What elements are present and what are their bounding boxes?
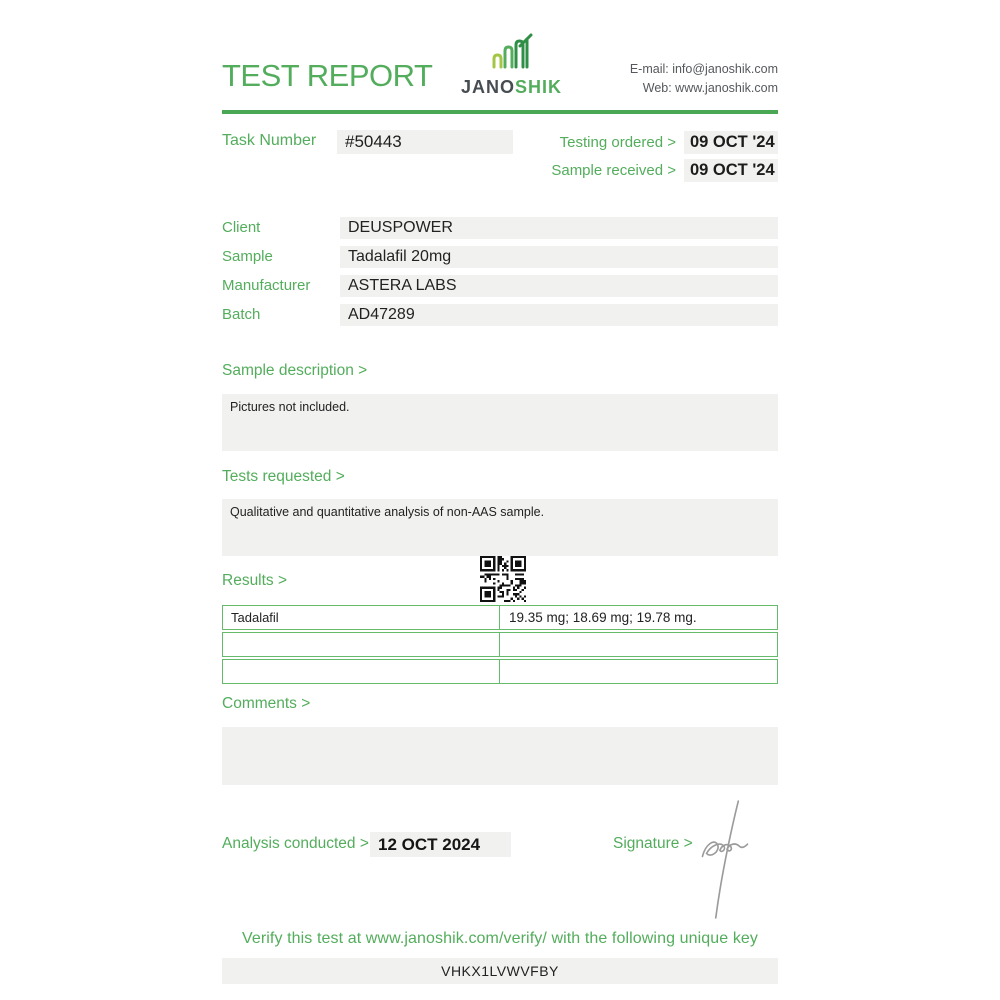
contact-web: Web: www.janoshik.com xyxy=(642,81,778,96)
logo-word-dark: JANO xyxy=(460,77,515,97)
testing-ordered-label: Testing ordered > xyxy=(559,134,676,151)
manufacturer-value: ASTERA LABS xyxy=(340,275,778,297)
client-label: Client xyxy=(222,219,261,236)
sample-label: Sample xyxy=(222,248,273,265)
tests-requested-label: Tests requested > xyxy=(222,468,345,485)
client-value: DEUSPOWER xyxy=(340,217,778,239)
test-report-page xyxy=(222,0,778,1000)
sample-received-value: 09 OCT '24 xyxy=(684,159,778,182)
result-substance xyxy=(223,633,500,656)
testing-ordered-row xyxy=(560,131,778,154)
tests-requested-box: Qualitative and quantitative analysis of non-AAS sample. xyxy=(222,499,778,556)
table-row xyxy=(222,632,778,657)
manufacturer-label: Manufacturer xyxy=(222,277,311,294)
page-title: TEST REPORT xyxy=(222,58,433,93)
result-measurements: 19.35 mg; 18.69 mg; 19.78 mg. xyxy=(509,610,697,625)
analysis-conducted-label: Analysis conducted > xyxy=(222,835,369,852)
signature-image xyxy=(690,795,762,923)
contact-info xyxy=(630,60,778,99)
signature-label: Signature > xyxy=(613,835,693,852)
detail-row-sample xyxy=(222,246,778,268)
logo-wordmark xyxy=(454,77,569,98)
table-row xyxy=(222,605,778,630)
comments-label: Comments > xyxy=(222,695,311,712)
detail-row-batch xyxy=(222,304,778,326)
result-substance xyxy=(223,660,500,683)
testing-ordered-value: 09 OCT '24 xyxy=(684,131,778,154)
logo-word-green: SHIK xyxy=(515,77,563,97)
sample-received-row xyxy=(551,159,778,182)
verify-instructions: Verify this test at www.janoshik.com/verify/ with the following unique key xyxy=(241,930,759,947)
result-measurements xyxy=(500,660,777,683)
janoshik-logo xyxy=(454,33,569,98)
results-table xyxy=(222,605,778,686)
analysis-conducted-value: 12 OCT 2024 xyxy=(370,832,511,857)
result-substance: Tadalafil xyxy=(223,606,500,629)
sample-description-label: Sample description > xyxy=(222,362,368,379)
comments-box xyxy=(222,727,778,785)
sample-received-label: Sample received > xyxy=(551,162,676,179)
results-label: Results > xyxy=(222,572,288,589)
batch-label: Batch xyxy=(222,306,261,323)
sample-details xyxy=(222,217,778,333)
sample-description-box: Pictures not included. xyxy=(222,394,778,451)
header-divider xyxy=(222,110,778,114)
batch-value: AD47289 xyxy=(340,304,778,326)
table-row xyxy=(222,659,778,684)
task-number-label: Task Number xyxy=(222,132,317,149)
qr-code xyxy=(478,556,528,602)
verify-key: VHKX1LVWVFBY xyxy=(222,958,778,984)
logo-growth-chart-icon xyxy=(490,58,534,75)
result-measurements xyxy=(500,633,777,656)
contact-email: E-mail: info@janoshik.com xyxy=(629,62,778,76)
detail-row-manufacturer xyxy=(222,275,778,297)
sample-value: Tadalafil 20mg xyxy=(340,246,778,268)
detail-row-client xyxy=(222,217,778,239)
task-number-value: #50443 xyxy=(337,130,513,154)
